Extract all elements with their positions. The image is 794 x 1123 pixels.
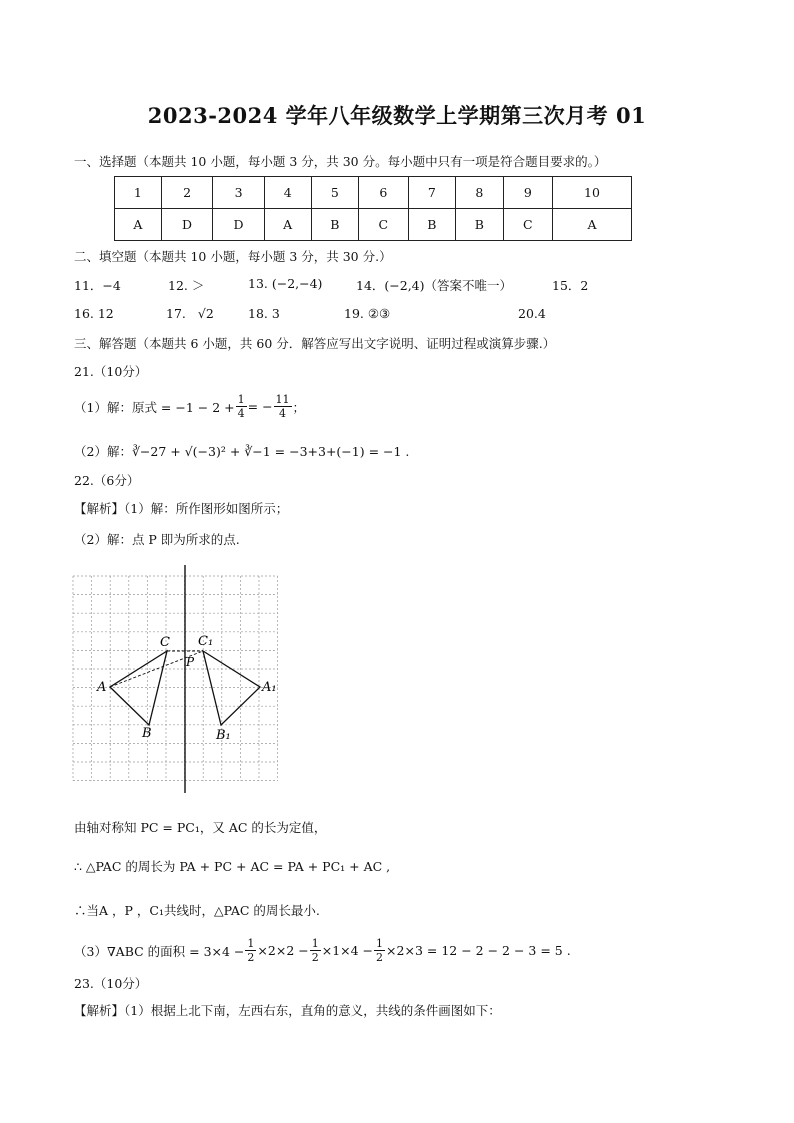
q22-line1: 【解析】（1）解：所作图形如图所示； [74, 501, 289, 516]
fraction [374, 937, 385, 964]
answer-table-answer-row [115, 209, 632, 241]
answer-q13: 13. (−2,−4) [248, 276, 323, 291]
figure-svg [70, 565, 280, 793]
fraction [274, 393, 292, 420]
table-cell: B [311, 209, 359, 241]
answer-q17-label: 17. [166, 306, 186, 321]
q22-part3-mid2: ×1×4 − [321, 943, 374, 958]
q21-part2: （2）解：∛−27 + √(−3)² + ∛−1 = −3+3+(−1) = −1 . [74, 444, 410, 459]
q22-text2: ∴ △PAC 的周长为 PA + PC + AC = PA + PC₁ + AC , [74, 859, 391, 874]
fraction-numerator: 1 [376, 937, 384, 950]
q22-text1: 由轴对称知 PC = PC₁，又 AC 的长为定值， [74, 820, 327, 835]
answer-table-number-row [115, 177, 632, 209]
fraction-denominator: 2 [376, 951, 384, 964]
answer-q14: 14．(−2,4)（答案不唯一） [356, 278, 513, 293]
fraction-denominator: 4 [237, 407, 245, 420]
answer-table [114, 176, 632, 241]
section1-heading: 一、选择题（本题共 10 小题，每小题 3 分，共 30 分。每小题中只有一项是符合题目要求的。） [74, 154, 607, 169]
section3-heading: 三、解答题（本题共 6 小题，共 60 分．解答应写出文字说明、证明过程或演算步骤.） [74, 336, 556, 351]
table-cell: 5 [311, 177, 359, 209]
fraction-denominator: 2 [247, 951, 255, 964]
q22-text3: ∴当A ，P ，C₁共线时，△PAC 的周长最小. [74, 903, 320, 918]
answer-q17 [166, 306, 214, 321]
fraction-numerator: 1 [247, 937, 255, 950]
answer-q19: 19. ②③ [344, 306, 391, 321]
fraction-denominator: 2 [311, 951, 319, 964]
q21-label: 21.（10分） [74, 364, 148, 379]
label-b: B [142, 726, 152, 741]
q22-part3 [74, 937, 571, 964]
q22-part3-end: ×2×3 = 12 − 2 − 2 − 3 = 5 . [386, 943, 571, 958]
q22-part3-prefix: （3）∇ABC 的面积 = 3×4 − [74, 943, 245, 959]
page-title: 2023-2024 学年八年级数学上学期第三次月考 01 [147, 103, 647, 128]
label-b1: B₁ [216, 728, 231, 743]
table-cell: C [503, 209, 552, 241]
table-cell: 2 [161, 177, 212, 209]
fraction-numerator: 1 [311, 937, 319, 950]
table-cell: D [161, 209, 212, 241]
fraction [236, 393, 247, 420]
label-c: C [160, 635, 170, 650]
q21-part1-mid: = − [247, 399, 273, 414]
table-cell: C [359, 209, 408, 241]
q22-part3-mid1: ×2×2 − [257, 943, 309, 958]
table-cell: A [264, 209, 311, 241]
label-c1: C₁ [198, 634, 214, 649]
table-cell: 8 [456, 177, 504, 209]
section2-heading: 二、填空题（本题共 10 小题，每小题 3 分，共 30 分.） [74, 249, 392, 264]
q21-part1 [74, 393, 305, 420]
q22-label: 22.（6分） [74, 473, 140, 488]
table-cell: B [456, 209, 504, 241]
table-cell: 7 [408, 177, 456, 209]
table-cell: B [408, 209, 456, 241]
answer-q17-value: √2 [197, 306, 214, 321]
q23-line1: 【解析】（1）根据上北下南，左西右东，直角的意义，共线的条件画图如下： [74, 1003, 501, 1018]
table-cell: 10 [552, 177, 631, 209]
label-p: P [186, 655, 195, 669]
answer-q16: 16. 12 [74, 306, 114, 321]
table-cell: 1 [115, 177, 162, 209]
answer-q11: 11．−4 [74, 278, 121, 293]
triangle-a1b1c1 [203, 651, 260, 725]
table-cell: 4 [264, 177, 311, 209]
answer-q20: 20.4 [518, 306, 546, 321]
answer-q18: 18. 3 [248, 306, 280, 321]
table-cell: A [552, 209, 631, 241]
fraction-numerator: 11 [275, 393, 290, 406]
q22-line2: （2）解：点 P 即为所求的点. [74, 532, 240, 547]
q23-label: 23.（10分） [74, 976, 148, 991]
q21-part1-prefix: （1）解：原式 = −1 − 2 + [74, 399, 235, 415]
answer-q12: 12. ＞ [168, 278, 205, 293]
q21-part1-end: ； [292, 399, 306, 415]
label-a1: A₁ [262, 680, 277, 695]
table-cell: A [115, 209, 162, 241]
table-cell: D [213, 209, 264, 241]
triangle-abc [110, 651, 167, 725]
fraction-denominator: 4 [279, 407, 287, 420]
fraction-numerator: 1 [237, 393, 245, 406]
table-cell: 3 [213, 177, 264, 209]
fraction [310, 937, 321, 964]
fraction [245, 937, 256, 964]
axis-symmetry-figure [70, 565, 280, 793]
table-cell: 9 [503, 177, 552, 209]
answer-q15: 15．2 [552, 278, 589, 293]
label-a: A [97, 680, 107, 695]
table-cell: 6 [359, 177, 408, 209]
